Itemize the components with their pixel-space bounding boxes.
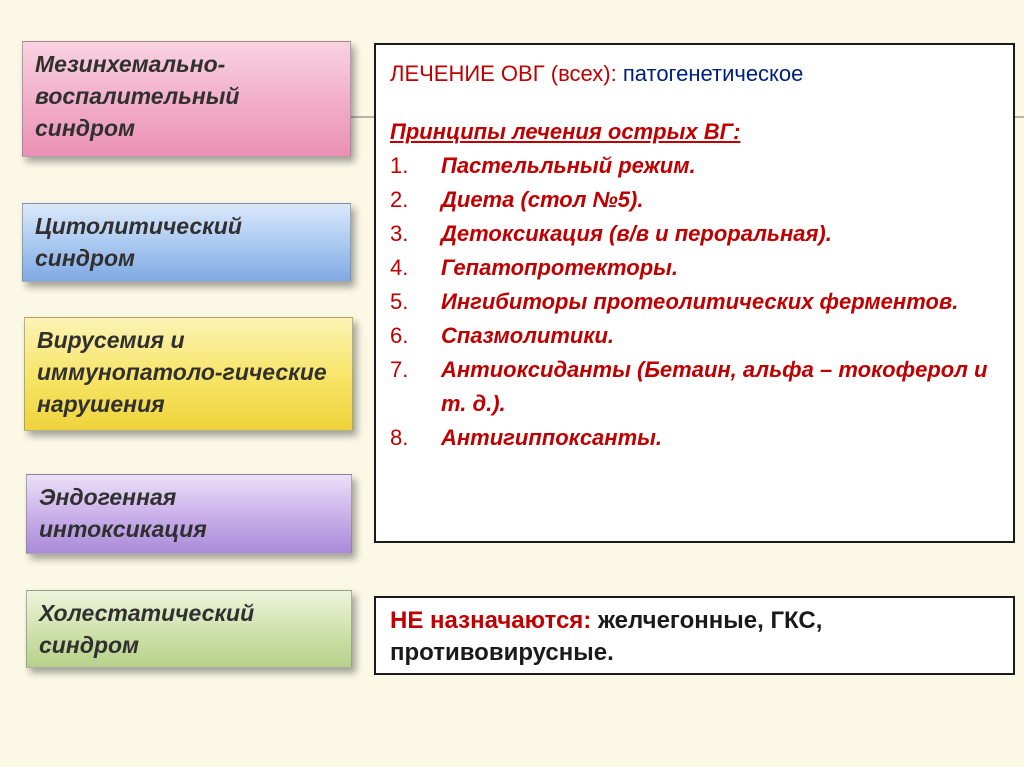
list-item	[390, 251, 999, 285]
list-item-number: 2.	[390, 187, 409, 212]
list-item-number: 1.	[390, 153, 409, 178]
list-item-text: Детоксикация (в/в и пероральная).	[441, 221, 832, 246]
syndrome-cholestatic	[26, 590, 352, 668]
list-item	[390, 319, 999, 353]
syndrome-label: Цитолитический синдром	[35, 213, 242, 271]
spacer	[390, 91, 999, 115]
list-item-text: Спазмолитики.	[441, 323, 615, 348]
syndrome-mesenchymal-inflammatory	[22, 41, 351, 157]
treatment-title-prefix: ЛЕЧЕНИЕ ОВГ (всех):	[390, 61, 623, 86]
treatment-title	[390, 57, 999, 91]
syndrome-label: Эндогенная интоксикация	[39, 484, 207, 542]
not-prescribed-drugs: желчегонные, ГКС, противовирусные.	[390, 607, 823, 666]
list-item-text: Диета (стол №5).	[441, 187, 644, 212]
list-item	[390, 149, 999, 183]
list-item-text: Гепатопротекторы.	[441, 255, 679, 280]
syndrome-label: Вирусемия и иммунопатоло-гические нарушения	[37, 327, 327, 417]
not-prescribed-label: НЕ назначаются:	[390, 607, 592, 634]
treatment-title-type: патогенетическое	[622, 61, 804, 86]
syndrome-viremia-immunopathological	[24, 317, 353, 431]
list-item-number: 5.	[390, 289, 409, 314]
list-item	[390, 353, 999, 421]
treatment-box	[374, 43, 1015, 543]
syndrome-label: Мезинхемально-воспалительный синдром	[35, 51, 240, 141]
list-item-text: Ингибиторы протеолитических ферментов.	[441, 289, 959, 314]
principles-heading: Принципы лечения острых ВГ:	[390, 119, 741, 144]
list-item	[390, 183, 999, 217]
list-item-text: Антиоксиданты (Бетаин, альфа – токоферол и т. д.).	[441, 357, 988, 416]
syndrome-cytolytic	[22, 203, 351, 282]
list-item	[390, 217, 999, 251]
list-item-number: 6.	[390, 323, 409, 348]
list-item-number: 4.	[390, 255, 409, 280]
list-item-number: 3.	[390, 221, 409, 246]
list-item-number: 8.	[390, 425, 409, 450]
syndrome-endogenous-intoxication	[26, 474, 352, 554]
list-item	[390, 285, 999, 319]
list-item-number: 7.	[390, 357, 409, 382]
not-prescribed-box	[374, 596, 1015, 675]
principles-list	[390, 149, 999, 455]
list-item-text: Пастельльный режим.	[441, 153, 696, 178]
syndrome-label: Холестатический синдром	[39, 600, 255, 658]
list-item	[390, 421, 999, 455]
list-item-text: Антигиппоксанты.	[441, 425, 663, 450]
